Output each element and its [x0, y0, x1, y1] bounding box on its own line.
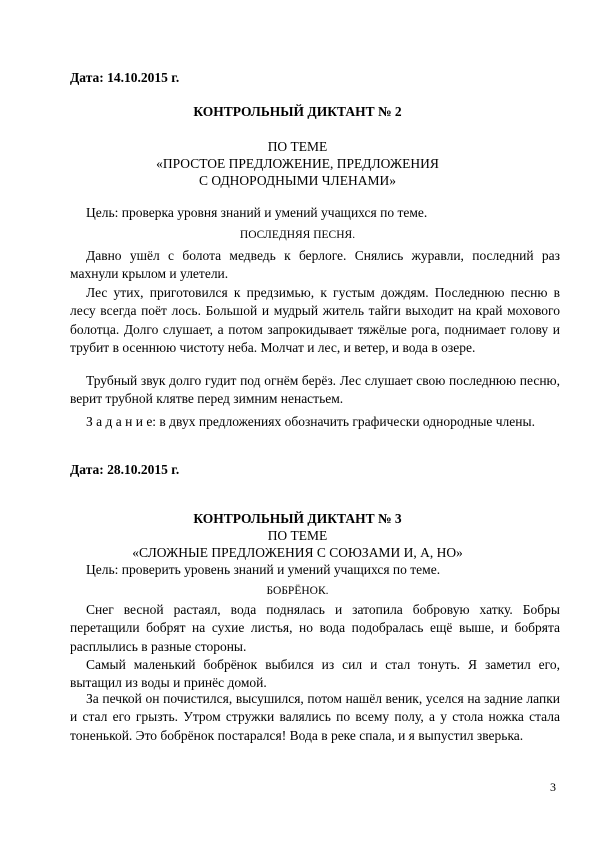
dictation-2-topic-line-3: С ОДНОРОДНЫМИ ЧЛЕНАМИ»	[199, 173, 396, 188]
dictation-2-paragraph-2: Лес утих, приготовился к предзимью, к густым дождям. Последнюю песню в лесу всегда поёт лось. Большой и мудрый житель тайги выходит на край мохового болотца. Долго слушает, а потом запрокидывает тяжёлые рога, поднимает голову и трубит в осеннюю чистоту неба. Молчат и лес, и ветер, и вода в озере.	[70, 285, 560, 356]
dictation-2-title: КОНТРОЛЬНЫЙ ДИКТАНТ № 2	[193, 104, 402, 119]
dictation-3-paragraph-1: Снег весной растаял, вода поднялась и затопила бобровую хатку. Бобры перетащили бобрят на сухие листья, но вода подобралась ещё выше, и бобрята расплылись в разные стороны.	[70, 602, 560, 654]
dictation-3-date: Дата: 28.10.2015 г.	[70, 462, 180, 477]
dictation-3-topic-line-1: ПО ТЕМЕ	[267, 528, 328, 543]
dictation-2-paragraph-3: Трубный звук долго гудит под огнём берёз. Лес слушает свою последнюю песню, верит трубной клятве перед зимним ненастьем.	[70, 373, 560, 407]
dictation-3-text-title: БОБРЁНОК.	[266, 585, 329, 597]
dictation-2-paragraph-1: Давно ушёл с болота медведь к берлоге. Снялись журавли, последний раз махнули крылом и улетели.	[70, 248, 560, 282]
dictation-2-topic-line-2: «ПРОСТОЕ ПРЕДЛОЖЕНИЕ, ПРЕДЛОЖЕНИЯ	[156, 156, 439, 171]
dictation-2-date: Дата: 14.10.2015 г.	[70, 70, 180, 85]
dictation-3-title: КОНТРОЛЬНЫЙ ДИКТАНТ № 3	[193, 511, 402, 526]
dictation-3-aim: Цель: проверить уровень знаний и умений учащихся по теме.	[86, 562, 441, 577]
page-number: 3	[550, 780, 556, 794]
dictation-2-task: З а д а н и е: в двух предложениях обозначить графически однородные члены.	[86, 414, 535, 429]
dictation-2-text-title: ПОСЛЕДНЯЯ ПЕСНЯ.	[239, 229, 356, 241]
dictation-3-topic-line-2: «СЛОЖНЫЕ ПРЕДЛОЖЕНИЯ С СОЮЗАМИ И, А, НО»	[132, 545, 463, 560]
dictation-3-paragraph-3: За печкой он почистился, высушился, потом нашёл веник, уселся на задние лапки и стал его грызть. Утром стружки валялись по всему полу, а у стола ножка стала тоненькой. Это бобрёнок постарался! Вода в реке спала, и я выпустил зверька.	[70, 691, 560, 743]
dictation-2-aim: Цель: проверка уровня знаний и умений учащихся по теме.	[86, 205, 428, 220]
dictation-2-topic-line-1: ПО ТЕМЕ	[267, 139, 328, 154]
dictation-3-paragraph-2: Самый маленький бобрёнок выбился из сил и стал тонуть. Я заметил его, вытащил из воды и принёс домой.	[70, 657, 560, 691]
